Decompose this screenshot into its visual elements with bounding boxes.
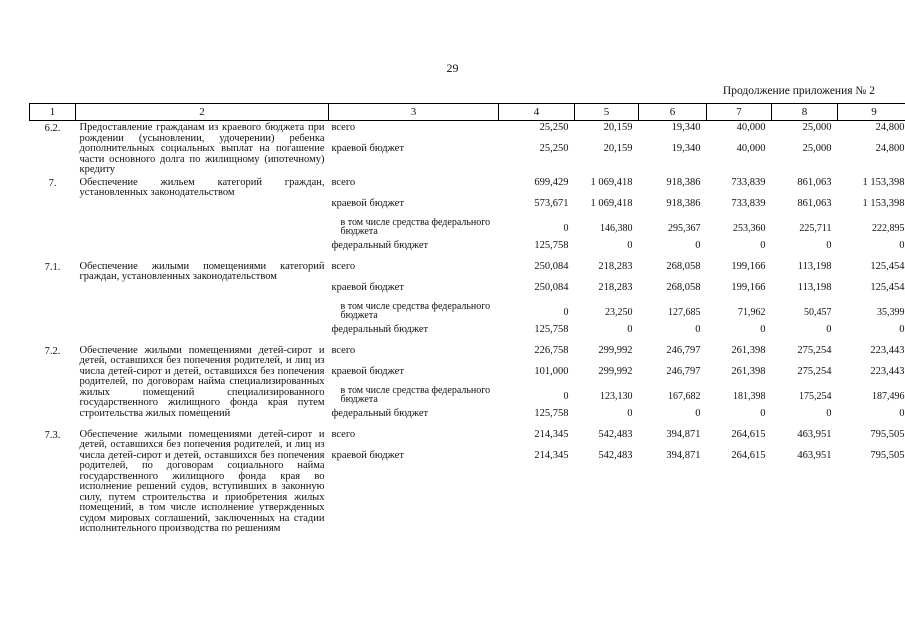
amount-value: 394,871 [666, 428, 701, 440]
amount-value: 123,130 [600, 390, 633, 402]
amount-value: 275,254 [797, 344, 832, 356]
amount-value: 0 [760, 239, 766, 251]
amount-value: 223,443 [870, 344, 905, 356]
amount-value: 250,084 [534, 281, 569, 293]
funding-source-label: всего [331, 344, 356, 356]
amount-value: 0 [760, 407, 766, 419]
table-row [30, 428, 905, 535]
column-header: 7 [707, 104, 772, 121]
amount-value: 167,682 [668, 390, 701, 402]
table-row [30, 176, 905, 260]
row-code: 6.2. [44, 123, 61, 134]
amount-value: 40,000 [736, 122, 766, 133]
amount-value: 0 [826, 407, 832, 419]
year-value-cell [772, 344, 838, 428]
budget-table [29, 103, 905, 535]
amount-value: 146,380 [600, 222, 633, 234]
year-value-cell [499, 260, 575, 344]
year-value-cell [575, 176, 639, 260]
amount-value: 0 [899, 239, 905, 251]
amount-value: 1 069,418 [590, 197, 633, 209]
amount-value: 463,951 [797, 428, 832, 440]
funding-source-label: федеральный бюджет [331, 407, 429, 419]
amount-value: 40,000 [736, 143, 766, 154]
funding-source-label: краевой бюджет [331, 281, 404, 293]
amount-value: 181,398 [733, 390, 766, 402]
amount-value: 0 [826, 239, 832, 251]
column-header: 2 [76, 104, 329, 121]
year-value-cell [772, 176, 838, 260]
amount-value: 222,895 [872, 222, 905, 234]
funding-source-label: в том числе средства федерального бюджета [340, 301, 491, 321]
amount-value: 25,250 [539, 122, 569, 133]
amount-value: 35,399 [877, 306, 905, 318]
amount-value: 0 [563, 222, 569, 234]
funding-source-label: краевой бюджет [331, 197, 404, 209]
amount-value: 0 [563, 390, 569, 402]
amount-value: 275,254 [797, 365, 832, 377]
column-header: 6 [639, 104, 707, 121]
year-value-cell [639, 176, 707, 260]
column-number-header-row [30, 104, 905, 121]
amount-value: 268,058 [666, 260, 701, 272]
amount-value: 1 069,418 [590, 176, 633, 188]
year-value-cell [772, 121, 838, 176]
funding-sources-cell [329, 121, 499, 176]
amount-value: 23,250 [605, 306, 633, 318]
amount-value: 253,360 [733, 222, 766, 234]
amount-value: 226,758 [534, 344, 569, 356]
column-header: 3 [329, 104, 499, 121]
amount-value: 125,758 [534, 407, 569, 419]
row-title: Обеспечение жилыми помещениями детей-сирот и детей, оставшихся без попечения родителей, и лиц из числа детей-сирот и детей, оставшихся без попечения родителей, по договорам социального найма государственного жилищного фонда края во исполнение решений судов, вступивших в законную силу, путем строительства и приобретения жилых помещений, в том числе исполнение утвержденных судом мировых соглашений, заключенных на стадии исполнительного производства по решениям [79, 428, 325, 534]
amount-value: 25,000 [802, 122, 832, 133]
year-value-cell [575, 344, 639, 428]
table-row [30, 260, 905, 344]
amount-value: 295,367 [668, 222, 701, 234]
row-title: Предоставление гражданам из краевого бюджета при рождении (усыновлении, удочерении) ребенка дополнительных социальных выплат на погашение части основного долга по жилищному (ипотечному) кредиту [79, 122, 325, 175]
amount-value: 218,283 [598, 281, 633, 293]
amount-value: 861,063 [797, 176, 832, 188]
amount-value: 0 [760, 323, 766, 335]
amount-value: 250,084 [534, 260, 569, 272]
table-body [30, 121, 905, 535]
amount-value: 225,711 [799, 222, 832, 234]
year-value-cell [772, 260, 838, 344]
row-code: 7.3. [44, 429, 61, 441]
year-value-cell [772, 428, 838, 535]
amount-value: 25,250 [539, 143, 569, 154]
amount-value: 0 [695, 239, 701, 251]
funding-source-label: федеральный бюджет [331, 323, 429, 335]
amount-value: 261,398 [731, 365, 766, 377]
amount-value: 25,000 [802, 143, 832, 154]
amount-value: 0 [627, 323, 633, 335]
amount-value: 125,758 [534, 323, 569, 335]
funding-sources-cell [329, 344, 499, 428]
amount-value: 24,800 [875, 143, 905, 154]
funding-source-label: в том числе средства федерального бюджета [340, 385, 491, 405]
column-header: 1 [30, 104, 76, 121]
year-value-cell [838, 344, 905, 428]
row-title: Обеспечение жилыми помещениями категорий граждан, установленных законодательством [79, 260, 325, 282]
funding-source-label: краевой бюджет [331, 365, 404, 377]
year-value-cell [575, 428, 639, 535]
year-value-cell [639, 428, 707, 535]
amount-value: 113,198 [797, 260, 832, 272]
funding-source-label: краевой бюджет [331, 143, 404, 154]
row-title: Обеспечение жильем категорий граждан, установленных законодательством [79, 176, 325, 198]
amount-value: 1 153,398 [862, 176, 905, 188]
row-code: 7.2. [44, 345, 61, 357]
amount-value: 1 153,398 [862, 197, 905, 209]
amount-value: 71,962 [738, 306, 766, 318]
year-value-cell [707, 344, 772, 428]
table-row [30, 344, 905, 428]
amount-value: 261,398 [731, 344, 766, 356]
column-header: 5 [575, 104, 639, 121]
year-value-cell [499, 176, 575, 260]
year-value-cell [838, 176, 905, 260]
amount-value: 0 [826, 323, 832, 335]
amount-value: 0 [627, 239, 633, 251]
funding-sources-cell [329, 260, 499, 344]
amount-value: 264,615 [731, 428, 766, 440]
amount-value: 125,454 [870, 260, 905, 272]
year-value-cell [639, 121, 707, 176]
amount-value: 19,340 [671, 143, 701, 154]
amount-value: 394,871 [666, 449, 701, 461]
amount-value: 0 [695, 407, 701, 419]
amount-value: 0 [695, 323, 701, 335]
amount-value: 19,340 [671, 122, 701, 133]
amount-value: 542,483 [598, 449, 633, 461]
amount-value: 918,386 [666, 176, 701, 188]
amount-value: 0 [899, 407, 905, 419]
funding-source-label: всего [331, 428, 356, 440]
amount-value: 918,386 [666, 197, 701, 209]
amount-value: 542,483 [598, 428, 633, 440]
year-value-cell [838, 428, 905, 535]
amount-value: 0 [563, 306, 569, 318]
amount-value: 175,254 [799, 390, 832, 402]
appendix-continuation-note: Продолжение приложения № 2 [722, 85, 875, 97]
year-value-cell [575, 260, 639, 344]
amount-value: 223,443 [870, 365, 905, 377]
amount-value: 463,951 [797, 449, 832, 461]
amount-value: 218,283 [598, 260, 633, 272]
year-value-cell [499, 428, 575, 535]
year-value-cell [575, 121, 639, 176]
row-title: Обеспечение жилыми помещениями детей-сирот и детей, оставшихся без попечения родителей, и лиц из числа детей-сирот и детей, оставшихся без попечения родителей, по договорам найма специализированных жилых помещений специализированного государственного жилищного фонда края путем строительства жилых помещений [79, 344, 325, 419]
amount-value: 0 [627, 407, 633, 419]
column-header: 9 [838, 104, 905, 121]
amount-value: 795,505 [870, 449, 905, 461]
year-value-cell [499, 344, 575, 428]
row-code: 7. [48, 177, 57, 189]
funding-source-label: краевой бюджет [331, 449, 404, 461]
amount-value: 699,429 [534, 176, 569, 188]
funding-sources-cell [329, 176, 499, 260]
funding-source-label: в том числе средства федерального бюджета [340, 217, 491, 237]
amount-value: 187,496 [872, 390, 905, 402]
funding-source-label: всего [331, 122, 356, 133]
amount-value: 24,800 [875, 122, 905, 133]
amount-value: 113,198 [797, 281, 832, 293]
amount-value: 246,797 [666, 365, 701, 377]
amount-value: 733,839 [731, 176, 766, 188]
year-value-cell [707, 428, 772, 535]
amount-value: 101,000 [534, 365, 569, 377]
column-header: 4 [499, 104, 575, 121]
row-code: 7.1. [44, 261, 61, 273]
year-value-cell [707, 176, 772, 260]
column-header: 8 [772, 104, 838, 121]
table-row [30, 121, 905, 176]
amount-value: 20,159 [603, 143, 633, 154]
amount-value: 795,505 [870, 428, 905, 440]
amount-value: 861,063 [797, 197, 832, 209]
funding-source-label: всего [331, 260, 356, 272]
amount-value: 264,615 [731, 449, 766, 461]
amount-value: 299,992 [598, 365, 633, 377]
year-value-cell [707, 121, 772, 176]
amount-value: 214,345 [534, 449, 569, 461]
amount-value: 199,166 [731, 260, 766, 272]
amount-value: 127,685 [668, 306, 701, 318]
funding-source-label: федеральный бюджет [331, 239, 429, 251]
year-value-cell [707, 260, 772, 344]
year-value-cell [499, 121, 575, 176]
amount-value: 125,454 [870, 281, 905, 293]
amount-value: 214,345 [534, 428, 569, 440]
funding-source-label: всего [331, 176, 356, 188]
amount-value: 268,058 [666, 281, 701, 293]
funding-sources-cell [329, 428, 499, 535]
amount-value: 246,797 [666, 344, 701, 356]
year-value-cell [838, 260, 905, 344]
page-number: 29 [446, 61, 459, 75]
amount-value: 199,166 [731, 281, 766, 293]
amount-value: 50,457 [804, 306, 832, 318]
amount-value: 20,159 [603, 122, 633, 133]
amount-value: 299,992 [598, 344, 633, 356]
year-value-cell [639, 260, 707, 344]
amount-value: 0 [899, 323, 905, 335]
amount-value: 125,758 [534, 239, 569, 251]
year-value-cell [838, 121, 905, 176]
amount-value: 573,671 [534, 197, 569, 209]
year-value-cell [639, 344, 707, 428]
amount-value: 733,839 [731, 197, 766, 209]
